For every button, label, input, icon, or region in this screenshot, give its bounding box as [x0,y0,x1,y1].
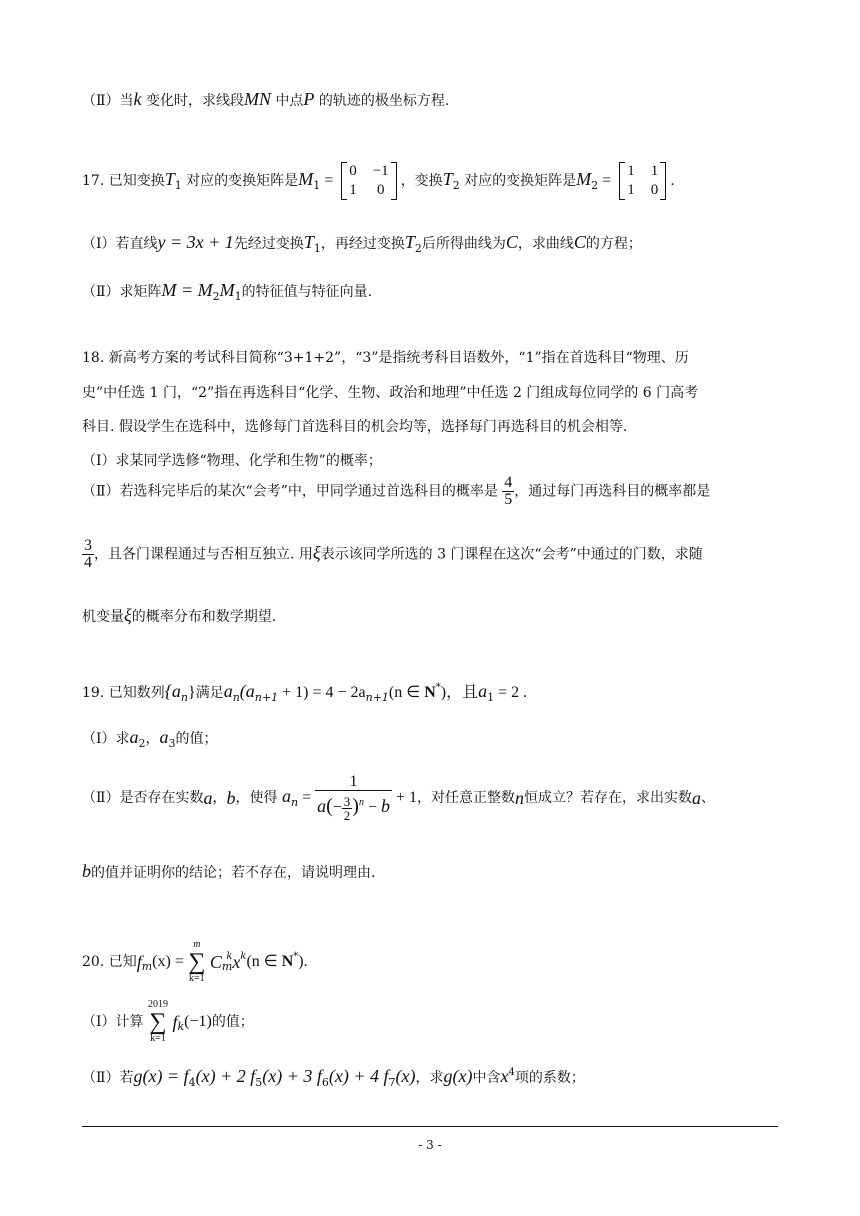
p19-part2: （Ⅱ）是否存在实数a，b，使得 $a_n$ = 1 a(− $\frac{3}{2}$ )$^n$ − b + 1，对任意正整数n恒成立？若存在，求出实数a、 [82,773,716,823]
matrix-m2: 1 1 1 0 [619,162,666,200]
p18-line1: 18. 新高考方案的考试科目简称“3+1+2”，“3”是指统考科目语数外，“1”指在首选科目“物理、历 [82,350,689,366]
p19-part1: （Ⅰ）求$a_2$，$a_3$的值； [82,727,218,750]
page-number: - 3 - [418,1138,442,1152]
p18-part2-end: 机变量ξ的概率分布和数学期望. [82,605,277,625]
fraction-4-5: $\frac{4}{5}$ [504,474,513,508]
p16-part2: （Ⅱ）当k 变化时，求线段MN 中点P 的轨迹的极坐标方程. [82,89,450,109]
p20-part2: （Ⅱ）若$g(x) = f_4(x) + 2$ $f_5(x) + 3$ $f_6(x) + 4$ $f_7(x)$，求g(x)中含$x^4$项的系数； [82,1066,585,1089]
p18-part2: （Ⅱ）若选科完毕后的某次“会考”中，甲同学通过首选科目的概率是 $\frac{4}{5}$ ，通过每门再选科目的概率都是 [82,474,711,508]
footer-divider [82,1126,778,1127]
p20-part1: （Ⅰ）计算 2019 ∑ k=1 $f_k(-1)$的值； [82,999,254,1044]
p17-statement: 17. 已知变换$T_1$ 对应的变换矩阵是$M_1$ = 0 −1 1 0 ，变换$T_2$ 对应的变换矩阵是$M_2$ = 1 1 1 0 . [82,163,675,198]
p18-part2-cont: $\frac{3}{4}$ ，且各门课程通过与否相互独立. 用ξ表示该同学所选的 3 门课程在这次“会考”中通过的门数，求随 [84,537,703,571]
summation-sign-2019: 2019 ∑ k=1 [147,999,168,1044]
p18-line2: 史”中任选 1 门，“2”指在再选科目“化学、生物、政治和地理”中任选 2 门组成每位同学的 6 门高考 [82,385,699,401]
p17-part2: （Ⅱ）求矩阵$M = M_2M_1$的特征值与特征向量. [82,280,373,303]
summation-sign: m ∑ k=1 [188,939,206,984]
p19-statement: 19. 已知数列$\{a_n\}$满足$a_n(a_{n+1} + 1) = 4 - 2a_{n+1}(n$ ∈ N*)，且$a_1 = 2$ . [82,681,528,704]
p20-statement: 20. 已知$f_m(x)$ = m ∑ k=1 $C_m^kx^k(n$ ∈ N*). [82,939,308,984]
fraction-3-4: $\frac{3}{4}$ [84,537,92,571]
matrix-m1: 0 −1 1 0 [341,162,396,200]
p18-part1: （Ⅰ）求某同学选修“物理、化学和生物”的概率； [82,453,382,469]
p19-part2-end: b的值并证明你的结论；若不存在，请说明理由. [82,861,376,881]
p17-part1: （Ⅰ）若直线y = 3x + 1先经过变换$T_1$，再经过变换$T_2$后所得曲线为C，求曲线C的方程； [82,232,642,255]
p19-formula: $a_n$ = 1 a(− $\frac{3}{2}$ )$^n$ − b + 1 [281,773,418,823]
p18-line3: 科目. 假设学生在选科中，选修每门首选科目的机会均等，选择每门再选科目的机会相等. [82,419,628,435]
